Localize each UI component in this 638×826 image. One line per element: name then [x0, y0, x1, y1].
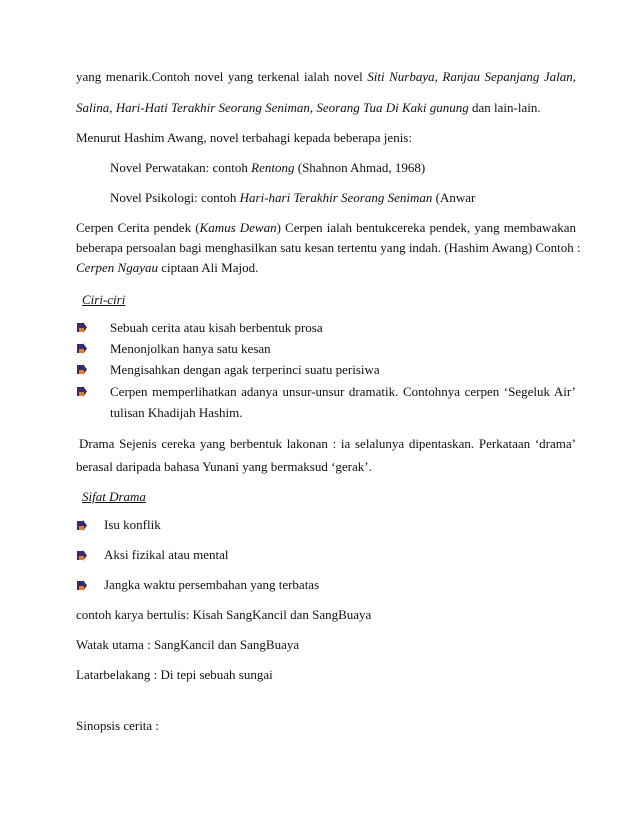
arrow-bullet-icon [76, 580, 87, 591]
paragraph-line: yang menarik.Contoh novel yang terkenal ialah novel Siti Nurbaya, Ranjau Sepanjang Jalan, [76, 69, 577, 84]
paragraph-line: Watak utama : SangKancil dan SangBuaya [76, 637, 300, 652]
arrow-bullet-icon [76, 322, 87, 333]
section-heading: Sifat Drama [82, 489, 146, 504]
paragraph-line: Cerpen Ngayau ciptaan Ali Majod. [76, 260, 259, 275]
novel-type-line: Novel Perwatakan: contoh Rentong (Shahnon Ahmad, 1968) [110, 160, 426, 175]
novel-type-line: Novel Psikologi: contoh Hari-hari Terakhir Seorang Seniman (Anwar [110, 190, 476, 205]
paragraph-line: Salina, Hari-Hati Terakhir Seorang Seniman, Seorang Tua Di Kaki gunung dan lain-lain. [76, 100, 541, 115]
list-item: Menonjolkan hanya satu kesan [110, 341, 271, 356]
list-item-continuation: tulisan Khadijah Hashim. [110, 405, 243, 420]
arrow-bullet-icon [76, 550, 87, 561]
paragraph-line: Drama Sejenis cereka yang berbentuk lakonan : ia selalunya dipentaskan. Perkataan ‘drama’ [79, 436, 576, 451]
paragraph-line: contoh karya bertulis: Kisah SangKancil dan SangBuaya [76, 607, 372, 622]
paragraph-line: Cerpen Cerita pendek (Kamus Dewan) Cerpen ialah bentukcereka pendek, yang membawakan [76, 220, 576, 235]
paragraph-line: berasal daripada bahasa Yunani yang bermaksud ‘gerak’. [76, 459, 372, 474]
list-item: Isu konflik [104, 517, 161, 532]
arrow-bullet-icon [76, 343, 87, 354]
paragraph-line: Sinopsis cerita : [76, 718, 160, 733]
arrow-bullet-icon [76, 386, 87, 397]
section-heading: Ciri-ciri [82, 292, 126, 307]
list-item: Mengisahkan dengan agak terperinci suatu perisiwa [110, 362, 380, 377]
paragraph-line: beberapa persoalan bagi menghasilkan satu kesan tertentu yang indah. (Hashim Awang) Contoh : [76, 240, 581, 255]
paragraph-line: Latarbelakang : Di tepi sebuah sungai [76, 667, 273, 682]
list-item: Sebuah cerita atau kisah berbentuk prosa [110, 320, 323, 335]
list-item: Aksi fizikal atau mental [104, 547, 229, 562]
list-item: Cerpen memperlihatkan adanya unsur-unsur dramatik. Contohnya cerpen ‘Segeluk Air’ [110, 384, 576, 399]
list-item: Jangka waktu persembahan yang terbatas [104, 577, 320, 592]
paragraph-line: Menurut Hashim Awang, novel terbahagi kepada beberapa jenis: [76, 130, 412, 145]
arrow-bullet-icon [76, 520, 87, 531]
arrow-bullet-icon [76, 364, 87, 375]
